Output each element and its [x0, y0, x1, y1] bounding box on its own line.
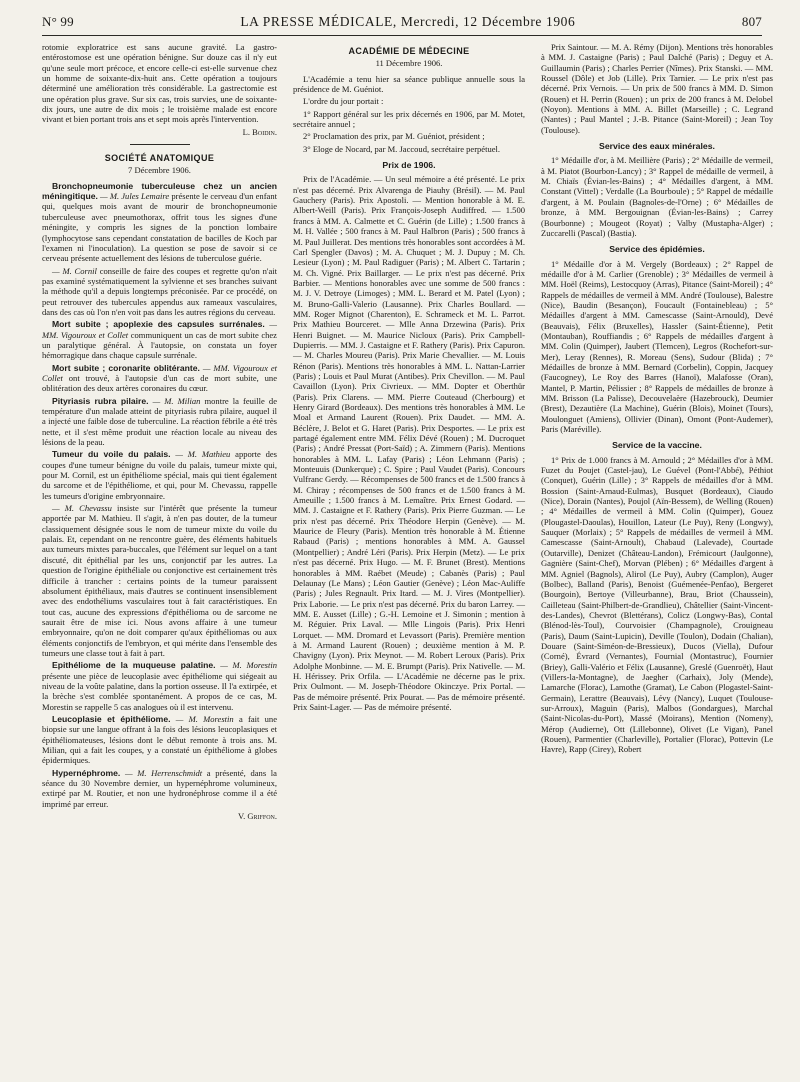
subsection-heading: Service de la vaccine. — [612, 440, 702, 451]
page-number: 807 — [741, 14, 762, 29]
issue-number: N° 99 — [42, 14, 74, 29]
agenda-item: 1° Rapport général sur les prix décernés en 1906, par M. Motet, secrétaire annuel ; — [293, 108, 525, 130]
report-paragraph: — M. Chevassu insiste sur l'intérêt que présente la tumeur apportée par M. Mathieu. Il s'agit, à n'en pas douter, de la tumeur classiquement désignée sous le nom de tumeur mixte du voile du palais. Et, cependant on ne rencontre guère, des éléments habituels aux tumeurs mixtes para-buccales, que l'élément sur lequel on a tant discuté, dit épithélial par les uns, conjonctif par les autres. La question de l'origine épithéliale ou conjonctive est certainement très difficile à trancher : certains points de la tumeur paraissent absolument épithéliaux, mais d'autres se continuent insensiblement avec des endothéliums vasculaires tout à fait caractéristiques. En tout cas, aucune des expressions d'épithélioma ou de sarcome ne saurait être de mise ici. Nous avons affaire à une tumeur embryonnaire, qu'on ne doit comparer qu'aux épithéliomas ou aux éléments conjonctifs de l'embryon, et qui mérite dans l'ensemble des tumeurs une classe tout à fait à part. — [42, 503, 277, 658]
agenda-item: 2° Proclamation des prix, par M. Guéniot, président ; — [303, 131, 485, 142]
subsection-heading: Service des eaux minérales. — [599, 141, 715, 152]
divider — [130, 144, 190, 145]
subsection-heading: Prix de 1906. — [382, 160, 436, 171]
paragraph: L'Académie a tenu hier sa séance publique annuelle sous la présidence de M. Guéniot. — [293, 73, 525, 95]
report-paragraph: Pityriasis rubra pilaire. — M. Milian montre la feuille de température d'un malade atteint de pityriasis rubra pilaire, auquel il a injecté une faible dose de tuberculine. La réaction fébrile a été très nette, et il s'est même produit une réaction locale au niveau des lésions de la peau. — [42, 395, 277, 448]
award-list: 1° Médaille d'or, à M. Meillière (Paris) ; 2° Médaille de vermeil, à M. Piatot (Bourbon-Lancy) ; 3° Rappel de médaille de vermeil, à M. Chiaïs (Évian-les-Bains) ; 4° Médailles d'argent, à MM. Constant (Vittel) ; Verdalle (La Bourboule) ; 5° Rappel de médaille d'argent, à M. Poulain (Bagnoles-de-l'Orne) ; 6° Médailles de bronze, à MM. Bergouignan (Évian-les-Bains) ; Carrey (Bourbonne) ; Mougeot (Royat) ; Valby (Mustapha-Alger) ; Zuccarelli (Pascal) (Bastia). — [541, 155, 773, 238]
prize-list: Prix Saintour. — M. A. Rémy (Dijon). Mentions très honorables à MM. J. Castaigne (Paris) ; Paul Dalché (Paris) ; Deguy et A. Guillaumin (Paris) ; Charles Perrier (Nîmes). Prix Stanski. — MM. Roussel (Dôle) et Job (Lille). Prix Tarnier. — Le prix n'est pas décerné. Prix Vernois. — Un prix de 500 francs à MM. D. Simon (Rouen) et H. Perrin (Rouen) ; un prix de 200 francs à M. Delobel (Noyon). Mentions à MM. A. Billet (Marseille) ; C. Legrand (Nantes) ; Paul Mantel ; J.-B. Pitance (Saint-Moreil) ; Jean Toy (Toulouse). — [541, 42, 773, 135]
masthead-title: LA PRESSE MÉDICALE, Mercredi, 12 Décembre 1906 — [240, 14, 576, 29]
section-date: 7 Décembre 1906. — [128, 165, 191, 176]
signature: L. Boidin. — [242, 126, 277, 137]
report-paragraph: Mort subite ; coronarite oblitérante. — MM. Vigouroux et Collet ont trouvé, à l'autopsie d'un cas de mort subite, une oblitération des deux artères coronaires du cœur. — [42, 362, 277, 394]
column-3 — [541, 42, 773, 827]
report-paragraph: Hypernéphrome. — M. Herrenschmidt a présenté, dans la séance du 30 Novembre dernier, un hypernéphrome volumineux, extirpé par M. Routier, et non une hydronéphrose comme il a été imprimé par erreur. — [42, 767, 277, 809]
column-1 — [42, 42, 277, 827]
prize-list: Prix de l'Académie. — Un seul mémoire a été présenté. Le prix n'est pas décerné. Prix Alvarenga de Piauhy (Brésil). — M. Paul Gauchery (Paris). Prix Apostoli. — Mention honorable à M. E. Albert-Weill (Paris). Prix François-Joseph Audiffred. — 1.500 francs à MM. A. Calmette et C. Guérin (de Lille) ; 1.500 francs à M. H. Vallée ; 500 francs à M. Paul Halbron (Paris) ; 500 francs à M. Paul Juillerat. Des mentions très honorables sont accordées à M. Carl Spengler (Davos) ; M. A. Chuquet ; M. J. Dupuy ; M. Ch. Lesieur (Lyon) ; M. Paul Radiguer (Paris) ; M. Albert C. Tartarin ; M. Ch. Vigné. Prix Baillarger. — Le prix n'est pas décerné. Prix Barbier. — Mentions honorables avec une somme de 500 francs : M. J. V. Detroye (Limoges) ; MM. L. Berard et M. Patel (Lyon) ; M. Bruno-Galli-Valerio (Lausanne). Prix Charles Boullard. — MM. Roger Mignot (Charenton), E. Schrameck et M. L. Parrot. Prix Mathieu Bourceret. — Mlle Anna Drzewina (Paris). Prix Henri Buignet. — M. Maurice Nicloux (Paris). Prix Campbell-Dupierris. — MM. J. Castaigne et F. Rathery (Paris). Prix Capuron. — M. Charles Moureu (Paris). Prix Marie Chevallier. — M. Louis Rénon (Paris). Mentions très honorables à MM. L. Nattan-Larrier (Paris) ; Louis et Paul Murat (Antibes). Prix Chevillon. — M. Paul Cavaillon (Lyon). Prix Civrieux. — MM. Dopter et Oberthür (Paris). Prix Clarens. — MM. Pierre Couteaud (Cherbourg) et Henry Girard (Bordeaux). Des mentions très honorables à MM. Le Moal et Armand Laurent (Rouen). Prix Daudet. — MM. A. Béclère, J. Belot et G. Haret (Paris). Prix Desportes. — Le prix est partagé également entre MM. Félix Dévé (Rouen) ; M. Ducroquet (Paris) ; André Pressat (Port-Saïd) ; A. Zimmern (Paris). Mentions honorables à MM. L. Lafay (Paris) ; Léon Lehmann (Paris) ; Monteuuis (Dunkerque) ; C. Spire ; Paul Vaudet (Paris). Concours Vulfranc Gerdy. — Récompenses de 500 francs et de 1.500 francs à M. Chiray ; récompenses de 500 francs et de 1.500 francs à M. Ameuille ; 1.500 francs à M. Lemaître. Prix Ernest Godard. — MM. J. Castaigne et F. Rathery (Paris). Prix Pierre Guzman. — Le prix n'est pas décerné. Prix Théodore Herpin (Genève). — M. Maurice de Fleury (Paris). Mention très honorable à M. Étienne Rabaud (Paris) ; mentions honorables à MM. A. Gaussel (Montpellier) ; André Léri (Paris). Prix Herpin (Metz). — Le prix n'est pas décerné. Prix Hugo. — M. F. Brunet (Brest). Mentions honorables à MM. Raébet (Meude) ; Cabanès (Paris) ; Paul Delaunay (Le Mans) ; Léon Gautier (Genève) ; Léon Mac-Auliffe (Paris) ; Jules Regnault. Prix Itard. — M. J. Vires (Montpellier). Prix Laborie. — Le prix n'est pas décerné. Prix du baron Larrey. — MM. E. Ausset (Lille) ; G.-H. Lemoine et J. Simonin ; mention à M. Réguier. Prix Laval. — Mlle Lingois (Paris). Prix Henri Lorquet. — MM. Dromard et Levassort (Paris). Première mention à M. Armand Laurent (Rouen) ; deuxième mention à M. P. Chavigny (Lyon). Prix Meynot. — M. Robert Leroux (Paris). Prix Adolphe Monbinne. — M. E. Brumpt (Paris). Prix Nativelle. — M. H. Hérissey. Prix Orfila. — L'Académie ne décerne pas le prix. Prix Oulmont. — M. Joseph-Théodore Okinczye. Prix Portal. — Pas de mémoire présenté. Prix Pourat. — Pas de mémoire présenté. Prix Saint-Lager. — Pas de mémoire présenté. — [293, 174, 525, 712]
report-paragraph: Leucoplasie et épithéliome. — M. Morestin a fait une biopsie sur une langue offrant à la fois des lésions leucoplasiques et épithéliomateuses, lésions dont le début remonte à trois ans. M. Milian, qui a fait les coupes, y a constaté un épithéliome à globes épidermiques. — [42, 713, 278, 766]
section-date: 11 Décembre 1906. — [375, 58, 443, 69]
section-heading: SOCIÉTÉ ANATOMIQUE — [104, 153, 215, 164]
column-2 — [293, 42, 525, 827]
agenda-item: 3° Eloge de Nocard, par M. Jaccoud, secrétaire perpétuel. — [303, 143, 501, 154]
report-paragraph: — M. Cornil conseille de faire des coupes et regrette qu'on n'ait pas examiné systématiquement la sylvienne et ses branches suivant la méthode qu'il a depuis longtemps préconisée. Par ce procédé, on peut retrouver des tubercules appendus aux rameaux vasculaires, dans des cas où l'on n'en voit pas dans les autres régions du cerveau. — [42, 265, 278, 317]
award-list: 1° Médaille d'or à M. Vergely (Bordeaux) ; 2° Rappel de médaille d'or à M. Carlier (Grenoble) ; 3° Médailles de vermeil à MM. Hoël (Reims), Lestocquoy (Arras), Pitance (Saint-Moreil) ; 4° Rappels de médailles de vermeil à MM. André (Toulouse), Balestre (Nice), Baudin (Besançon), Foucault (Fontainebleau) ; 5° Médailles d'argent à MM. Camescasse (Saint-Arnould), Devé (Beauvais), Félix (Bruxelles), Hassler (Saint-Étienne), Petit (Montauban), Rouffiandis ; 6° Rappels de médailles d'argent à MM. Colin (Quimper), Jaubert (Tlemcen), Legros (Rochefort-sur-Mer), Leray (Rennes), R. Moreau (Sens), Sudour (Blida) ; 7° Médailles de bronze à MM. Bernard (Corbelin), Coppin, Jacquey (Faucogney), Le Roy des Barres (Hanoï), Malafosse (Oran), Mantel, P. Martin, Pélissier ; 8° Rappels de médailles de bronze à MM. Brisson (La Palisse), Decouvelaère (Hazebrouck), Deumier (Brest), Dezautière (La Machine), Guérin (Blois), Moinet (Tours), Moulonguet (Amiens), Ollivier (Dinan), Omont (Pont-Audemer), Paris (Maréville). — [541, 258, 773, 435]
report-paragraph: Bronchopneumonie tuberculeuse chez un ancien méningitique. — M. Jules Lemaire présente le cerveau d'un enfant qui, quelques mois avant de mourir de bronchopneumonie tuberculeuse avec pneumothorax, offrit tous les signes d'une méningite, y compris les signes de la ponction lombaire (lymphocytose sans cependant constatation de bacilles de Koch par l'examen ni l'inoculation). La question se pose de savoir si ce cerveau présente actuellement des lésions de tuberculose guérie. — [42, 180, 277, 264]
report-paragraph: Epithéliome de la muqueuse palatine. — M. Morestin présente une pièce de leucoplasie avec épithéliome qui siégeait au niveau de la voûte palatine, dans la portion osseuse. Il l'a extirpée, et la brèche s'est comblée spontanément. A propos de ce cas, M. Morestin se rappelle 5 cas analogues où il est intervenu. — [42, 660, 277, 712]
report-paragraph: Tumeur du voile du palais. — M. Mathieu apporte des coupes d'une tumeur bénigne du voile du palais, tumeur mixte qui, pour M. Cornil, est un épithéliome spécial, mais qui tient également du sarcome et de l'épithéliome, et qui, pour M. Chevassu, rappelle les tumeurs d'origine embryonnaire. — [42, 449, 277, 501]
subsection-heading: Service des épidémies. — [609, 244, 705, 255]
section-heading: ACADÉMIE DE MÉDECINE — [348, 46, 470, 56]
paragraph: L'ordre du jour portait : — [303, 96, 384, 107]
signature: V. Griffon. — [238, 811, 277, 822]
page-header — [42, 14, 762, 36]
award-list: 1° Prix de 1.000 francs à M. Arnould ; 2° Médailles d'or à MM. Fuzet du Poujet (Castel-jau), Le Guével (Pont-l'Abbé), Péthiot (Conquet), Guérin (Lille) ; 3° Rappels de médailles d'or à MM. Bossion (Saint-Arnaud-Eulmas), Busquet (Bordeaux), Ciaudo (Nice), Dorain (Nantes), Poujol (Aïn-Bessem), de Welling (Rouen) ; 4° Médailles de vermeil à MM. Colin (Quimper), Gouez (Plougastel-Daoulas), Houillon, Lateur (Le Puy), Reny (Longwy), Sauquer (Morlaix) ; 5° Rappels de médailles de vermeil à MM. Camescasse (Saint-Arnoult), Chabaud (Lalevade), Courtade (Outarville), Denizet (Château-Landon), Frémicourt (Jaulgonne), Gagnière (Saint-Chef), Morvan (Plében) ; 6° Médailles d'argent à MM. Agniel (Bagnols), Alirol (Le Puy), Aubry (Camplon), Auger (Bolbec), Balland (Paris), Benoist (Guémenée-Penfao), Bergeret (Bourgoin), Bertoye (Villeurbanne), Brau, Briot (Chaussein), Cailleteau (Saint-Philbert-de-Grandlieu), Châtellier (Saint-Vincent-des-Landes), Chevrot (Blettérans), Colicz (Longwy-Bas), Contal (Blénod-lès-Toul), Courvoisier (Champagnole), Crouigneau (Paris), Daum (Saint-Lupicin), Deville (Toulon), Dodain (Chalian), Douare (Saint-Siméon-de-Bressieux), Ducos (Viella), Dufour (Corné), Évrard (Vernantes), Fournial (Montastruc), Fournier (Briey), Galli-Valério et Félix (Lausanne), Greslé (Guenroët), Haut (Villers-la-Montagne), de Jaegher (Carhaix), Joly (Mende), Lamarche (Florac), Lamothe (Gramat), Le Cabon (Plogastel-Saint-Germain), Lerattre (Beauvais), Lévy (Nancy), Luquet (Toulouse-sur-Arroux), Maguin (Paris), Malbos (Gondargues), Marchal (Saint-Nicolas-du-Port), Massé (Moirans), Mention (Nomeny), Mérop (Audierne), Ott (Lillebonne), Olivet (Le Vigan), Panel (Rouen), Parmentier (Charleville), Portalier (Florac), Pottevin (Le Havre), Rapp (Cirey), Robert — [541, 454, 773, 755]
report-paragraph: Mort subite ; apoplexie des capsules surrénales. — MM. Vigouroux et Collet communiquent un cas de mort subite chez un paralytique général. À l'autopsie, on constata un foyer hémorragique dans chaque capsule surrénale. — [42, 319, 277, 361]
article-columns — [42, 42, 773, 827]
paragraph: rotomie exploratrice est sans aucune gravité. La gastro-entérostomose est une opération bénigne. Sur douze cas il n'y eut qu'une seule mort précoce, et encore celle-ci est-elle survenue chez un homme de soixante-dix-huit ans. Cette opération a toujours déterminé une amélioration très considérable. La gastrectomie est une opération plus grave. Sur six cas, trois survies, une de soixante-dix jours, une autre de dix mois ; le troisième malade est encore vivant et bien portant trois ans et sept mois après l'intervention. — [42, 42, 277, 125]
